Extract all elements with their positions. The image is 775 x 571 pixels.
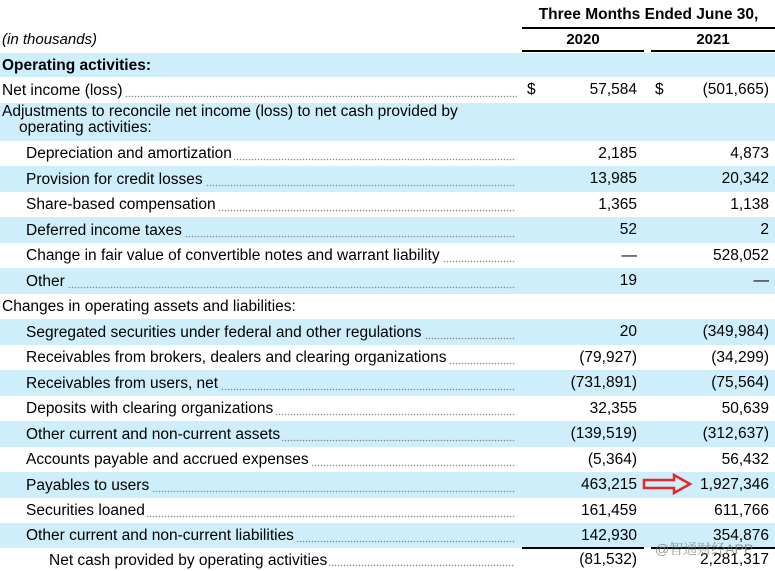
value-2021: 611,766 [714, 501, 769, 519]
table-row [0, 217, 775, 243]
value-2020: 57,584 [589, 81, 637, 98]
section-operating-activities [0, 53, 775, 77]
table-row [0, 319, 775, 345]
row-label: Net income (loss) [2, 81, 123, 99]
row-label: Share-based compensation [26, 196, 216, 213]
row-label: Deposits with clearing organizations [26, 400, 274, 417]
value-2021: 56,432 [721, 450, 769, 468]
value-2020: 32,355 [589, 399, 637, 417]
table-row [0, 396, 775, 421]
row-label: Other current and non-current liabilities [26, 527, 294, 544]
year-2021-header: 2021 [696, 31, 730, 48]
table-row [0, 141, 775, 166]
table-row [0, 370, 775, 396]
table-row [0, 345, 775, 370]
row-label: Operating activities: [2, 56, 152, 74]
row-label: Other current and non-current assets [26, 425, 281, 443]
row-label: Other [26, 272, 65, 290]
row-label: Provision for credit losses [26, 170, 203, 188]
value-2020: (731,891) [570, 374, 637, 391]
value-2020: (139,519) [570, 425, 637, 442]
value-2021: 354,876 [712, 526, 769, 544]
value-2021: 2 [760, 221, 769, 238]
row-label-continued: operating activities: [19, 119, 152, 136]
value-2021: (312,637) [702, 425, 769, 442]
row-label: Segregated securities under federal and other regulations [26, 323, 422, 341]
watermark: @智通财经APP [655, 541, 754, 557]
value-2020: 142,930 [580, 526, 637, 544]
row-label: Changes in operating assets and liabilities: [2, 298, 296, 315]
right-arrow-icon [641, 473, 693, 495]
row-label: Adjustments to reconcile net income (loss) to net cash provided by [2, 103, 458, 120]
value-2021: 4,873 [730, 144, 769, 162]
value-2020: 463,215 [580, 476, 637, 493]
value-2020: 20 [619, 323, 637, 340]
row-label: Securities loaned [26, 502, 145, 519]
value-2020: 13,985 [589, 170, 637, 187]
table-row [0, 268, 775, 294]
table-row [0, 243, 775, 268]
value-2021: — [753, 272, 769, 289]
value-2021: (501,665) [702, 81, 769, 98]
row-label: Depreciation and amortization [26, 145, 232, 162]
value-2020: 52 [619, 221, 637, 238]
value-2021: (75,564) [711, 374, 769, 391]
table-row [0, 447, 775, 472]
adjustments-heading [0, 103, 775, 141]
period-header-rule [522, 27, 775, 29]
value-2020: 19 [619, 272, 637, 289]
value-2020: (5,364) [587, 450, 637, 468]
changes-heading [0, 294, 775, 319]
value-2020: 161,459 [580, 501, 637, 519]
year-2020-header: 2020 [566, 31, 600, 48]
table-row [0, 166, 775, 192]
year-2021-rule [651, 50, 775, 52]
value-2020: (81,532) [579, 551, 637, 568]
value-2021: 528,052 [712, 246, 769, 264]
row-label: Payables to users [26, 476, 150, 494]
table-row [0, 498, 775, 523]
value-2021: 2,281,317 [700, 551, 769, 568]
value-2021: 1,927,346 [700, 476, 769, 493]
period-header: Three Months Ended June 30, [538, 6, 759, 23]
currency-symbol: $ [527, 81, 536, 98]
value-2021: 50,639 [721, 399, 769, 417]
row-label: Accounts payable and accrued expenses [26, 451, 309, 468]
row-label: Net cash provided by operating activities [49, 551, 328, 569]
table-row [0, 77, 775, 103]
table-row [0, 421, 775, 447]
row-label: Receivables from users, net [26, 374, 219, 392]
unit-note: (in thousands) [2, 31, 98, 48]
year-2020-rule [522, 50, 644, 52]
row-label: Deferred income taxes [26, 221, 182, 239]
value-2021: (349,984) [702, 323, 769, 340]
value-2020: (79,927) [579, 348, 637, 366]
value-2021: 1,138 [730, 195, 769, 213]
value-2021: (34,299) [711, 348, 769, 366]
value-2020: 1,365 [598, 195, 637, 213]
value-2021: 20,342 [721, 170, 769, 187]
currency-symbol: $ [655, 81, 664, 98]
table-row [0, 192, 775, 217]
value-2020: — [621, 246, 637, 264]
value-2020: 2,185 [598, 144, 637, 162]
row-label: Receivables from brokers, dealers and clearing organizations [26, 349, 447, 366]
row-label: Change in fair value of convertible notes and warrant liability [26, 247, 440, 264]
